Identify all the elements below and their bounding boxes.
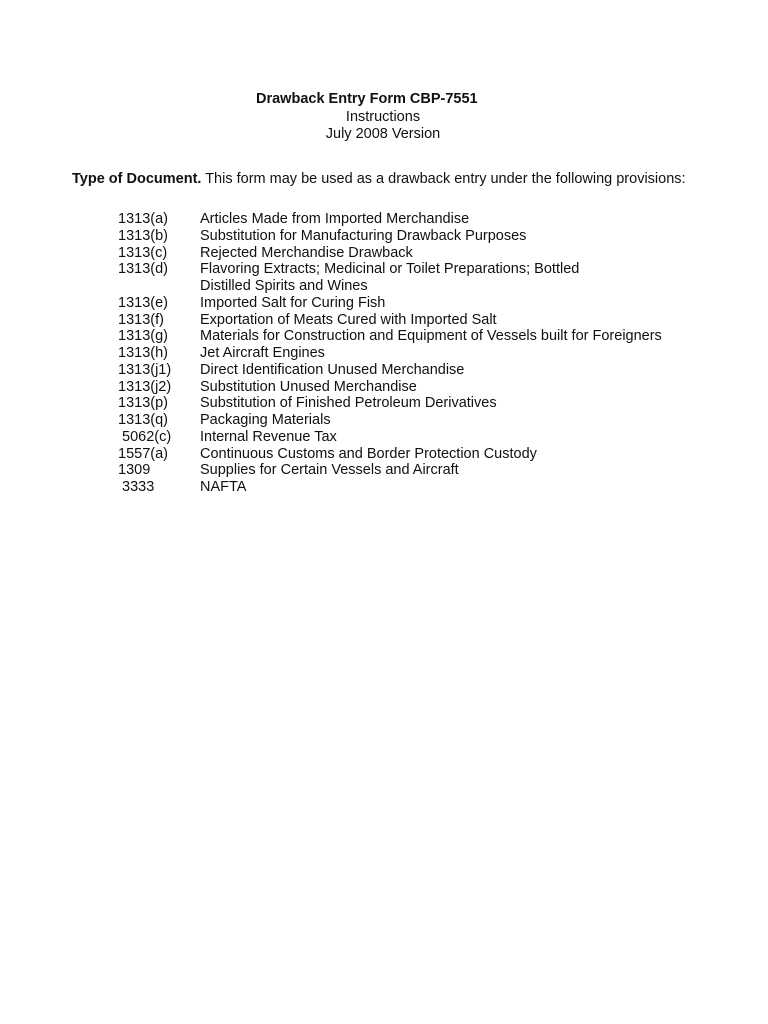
provision-description: Jet Aircraft Engines — [200, 345, 325, 361]
provision-description: NAFTA — [200, 479, 247, 495]
provision-code: 1313(a) — [118, 211, 168, 227]
provision-item — [0, 429, 768, 446]
provision-code: 1313(p) — [118, 395, 168, 412]
provision-item — [0, 245, 768, 262]
provision-code: 1313(q) — [118, 412, 168, 428]
provision-item — [0, 362, 768, 379]
provisions-list — [0, 211, 768, 496]
provision-code: 1313(d) — [118, 261, 168, 278]
provision-item — [0, 328, 768, 345]
provision-code: 1313(e) — [118, 294, 168, 311]
provision-item — [0, 295, 768, 312]
provision-description: Rejected Merchandise Drawback — [200, 244, 413, 261]
provision-code: 1313(h) — [118, 345, 168, 361]
provision-code: 5062(c) — [118, 428, 172, 445]
provision-item — [0, 228, 768, 245]
provision-description: Flavoring Extracts; Medicinal or Toilet Preparations; Bottled Distilled Spirits and Wines — [200, 261, 580, 294]
provision-item — [0, 211, 768, 228]
provision-code: 1313(j1) — [118, 361, 172, 378]
provision-description: Direct Identification Unused Merchandise — [200, 361, 465, 378]
provision-code: 1313(c) — [118, 244, 168, 261]
provision-code: 3333 — [118, 479, 155, 495]
provision-code: 1313(g) — [118, 328, 168, 345]
provision-description: Supplies for Certain Vessels and Aircraft — [200, 462, 459, 479]
provision-code: 1313(f) — [118, 311, 164, 328]
provision-description: Materials for Construction and Equipment of Vessels built for Foreigners — [200, 328, 662, 345]
provision-item — [0, 345, 768, 362]
intro-lead: Type of Document. — [72, 171, 202, 187]
provision-item — [0, 312, 768, 329]
provision-description: Articles Made from Imported Merchandise — [200, 211, 470, 227]
provision-code: 1557(a) — [118, 445, 168, 462]
intro-text: This form may be used as a drawback entry under the following provisions: — [201, 171, 686, 187]
document-subtitle: Instructions — [345, 109, 421, 125]
document-version: July 2008 Version — [325, 126, 441, 142]
provision-item — [0, 462, 768, 479]
provision-item — [0, 261, 768, 295]
provision-item — [0, 395, 768, 412]
provision-description: Continuous Customs and Border Protection Custody — [200, 445, 537, 462]
provision-item — [0, 479, 768, 496]
provision-item — [0, 379, 768, 396]
provision-description: Imported Salt for Curing Fish — [200, 294, 386, 311]
document-title: Drawback Entry Form CBP-7551 — [256, 91, 478, 107]
provision-description: Internal Revenue Tax — [200, 428, 337, 445]
provision-description: Exportation of Meats Cured with Imported Salt — [200, 311, 497, 328]
provision-description: Substitution Unused Merchandise — [200, 378, 417, 395]
provision-description: Packaging Materials — [200, 412, 331, 428]
provision-code: 1313(b) — [118, 227, 168, 244]
provision-item — [0, 412, 768, 429]
provision-code: 1313(j2) — [118, 378, 172, 395]
provision-item — [0, 446, 768, 463]
provision-description: Substitution for Manufacturing Drawback Purposes — [200, 227, 527, 244]
provision-code: 1309 — [118, 462, 151, 479]
intro-paragraph — [72, 171, 692, 188]
provision-description: Substitution of Finished Petroleum Derivatives — [200, 395, 497, 412]
